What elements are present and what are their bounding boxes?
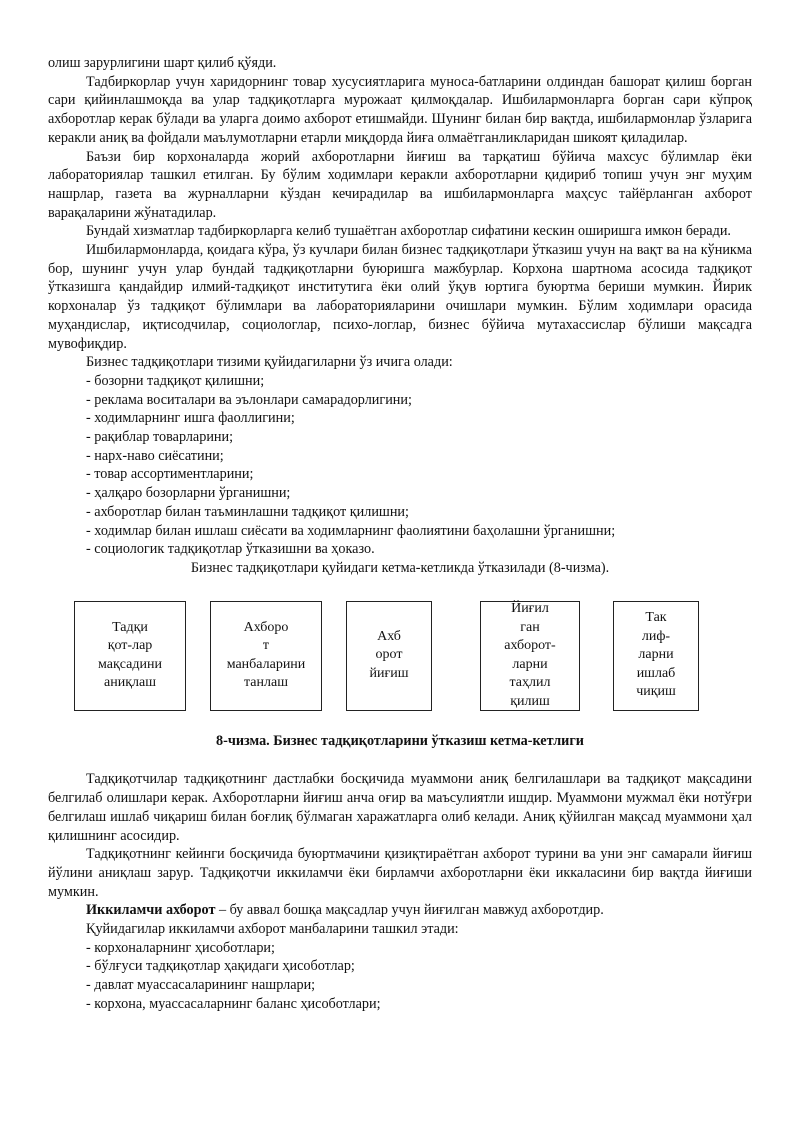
diagram-box: Ахб орот йиғиш: [346, 601, 432, 711]
list-item: - ахборотлар билан таъминлашни тадқиқот қилишни;: [86, 503, 409, 520]
list-item: - давлат муассасаларининг нашрлари;: [86, 977, 316, 994]
sources-list: [48, 939, 752, 1014]
document-page: [48, 54, 752, 1014]
diagram-box: Так лиф- ларни ишлаб чиқиш: [613, 601, 699, 711]
paragraph: Тадбиркорлар учун харидорнинг товар хусусиятларига муноса-батларини олдиндан башорат қилиш борган сари қийинлашмоқда ва улар тадқиқотларга мурожаат қилмоқдалар. Ишбилармонларга борган сари кўпроқ ахборотлар керак бўлади ва уларга доимо ахборот етишмайди. Шунинг билан бир вақтда, ишбилармонлар ўзларига керакли аниқ ва фойдали маълумотларни етарли миқдорда йиға олмаётганликларидан шикоят қиладилар.: [48, 73, 752, 146]
list-item: - товар ассортиментларини;: [86, 466, 254, 483]
list-item: - ходимларнинг ишга фаоллигини;: [86, 410, 295, 427]
definition-text: – бу аввал бошқа мақсадлар учун йиғилган мавжуд ахборотдир.: [215, 902, 604, 919]
process-diagram: [48, 592, 752, 714]
list-item: - ҳалқаро бозорларни ўрганишни;: [86, 485, 291, 502]
diagram-box: Йиғил ган ахборот- ларни таҳлил қилиш: [480, 601, 580, 711]
list-item: - социологик тадқиқотлар ўтказишни ва ҳоказо.: [86, 541, 375, 558]
paragraph: Тадқиқотнинг кейинги босқичида буюртмачини қизиқтираётган ахборот турини ва уни энг самарали йиғиш йўлини аниқлаш зарур. Тадқиқотчи иккиламчи ёки бирламчи ахборотларни ёки иккаласини бир вақтда йиғиши мумкин.: [48, 846, 752, 900]
figure-caption: 8-чизма. Бизнес тадқиқотларини ўтказиш кетма-кетлиги: [216, 732, 584, 749]
list-item: - бозорни тадқиқот қилишни;: [86, 372, 265, 389]
diagram-box: Ахборо т манбаларини танлаш: [210, 601, 322, 711]
diagram-box: Тадқи қот-лар мақсадини аниқлаш: [74, 601, 186, 711]
paragraph: олиш зарурлигини шарт қилиб қўяди.: [48, 55, 277, 71]
research-list: [48, 372, 752, 559]
list-item: - рақиблар товарларини;: [86, 429, 234, 446]
list-item: - реклама воситалари ва эълонлари самарадорлигини;: [86, 391, 412, 408]
paragraph: Ишбилармонларда, қоидага кўра, ўз кучлари билан бизнес тадқиқотлари ўтказиш учун на вақт ва на кўникма бор, шунинг учун улар бундай тадқиқотларни буюришга мажбурлар. Корхона шартнома асосида тадқиқот ўтказишга қандайдир илмий-тадқиқот институтига ёки олий ўқув юртига буюртма бериши мумкин. Йирик корхоналар ўз тадқиқот бўлимлари ва лабораторияларини очишлари мумкин. Бўлим ходимлари орасида муҳандислар, иқтисодчилар, социологлар, психо-логлар, бизнес бўйича мутахассислар бўлиши мақсадга мувофиқдир.: [48, 242, 752, 352]
paragraph: Баъзи бир корхоналарда жорий ахборотларни йиғиш ва тарқатиш бўйича махсус бўлимлар ёки лабораториялар ташкил етилган. Бу бўлим ходимлари керакли ахборотларни қидириб топиш учун энг муҳим нашрлар, газета ва журналларни кўздан кечирадилар ва ишбилармонларга маҳсус тайёрланган ахборот варақаларини жўнатадилар.: [48, 148, 752, 221]
paragraph: Бундай хизматлар тадбиркорларга келиб тушаётган ахборотлар сифатини кескин оширишга имкон беради.: [86, 223, 731, 240]
list-item: - нарх-наво сиёсатини;: [86, 447, 224, 464]
paragraph: Тадқиқотчилар тадқиқотнинг дастлабки босқичида муаммони аниқ белгилашлари ва тадқиқот мақсадини белгилаб олишлари керак. Ахборотларни йиғиш анча оғир ва маъсулиятли ишдир. Муаммони мужмал ёки нотўғри белгилаш ишлаб чиқариш билан боғлиқ бўлмаган харажатларга олиб келади. Аниқ қўйилган мақсад муаммони ҳал қилишнинг асосидир.: [48, 771, 752, 844]
list-item: - корхоналарнинг ҳисоботлари;: [86, 939, 275, 956]
list-item: - ходимлар билан ишлаш сиёсати ва ходимларнинг фаолиятини баҳолашни ўрганишни;: [86, 522, 616, 539]
definition-paragraph: [48, 901, 752, 920]
sources-intro: Қуйидагилар иккиламчи ахборот манбаларини ташкил этади:: [86, 921, 459, 938]
paragraph: Бизнес тадқиқотлари тизими қуйидагиларни ўз ичига олади:: [86, 354, 453, 371]
definition-term: Иккиламчи ахборот: [86, 902, 216, 919]
diagram-intro: Бизнес тадқиқотлари қуйидаги кетма-кетликда ўтказилади (8-чизма).: [190, 559, 610, 576]
list-item: - корхона, муассасаларнинг баланс ҳисоботлари;: [86, 995, 381, 1012]
list-item: - бўлғуси тадқиқотлар ҳақидаги ҳисоботлар;: [86, 958, 355, 975]
